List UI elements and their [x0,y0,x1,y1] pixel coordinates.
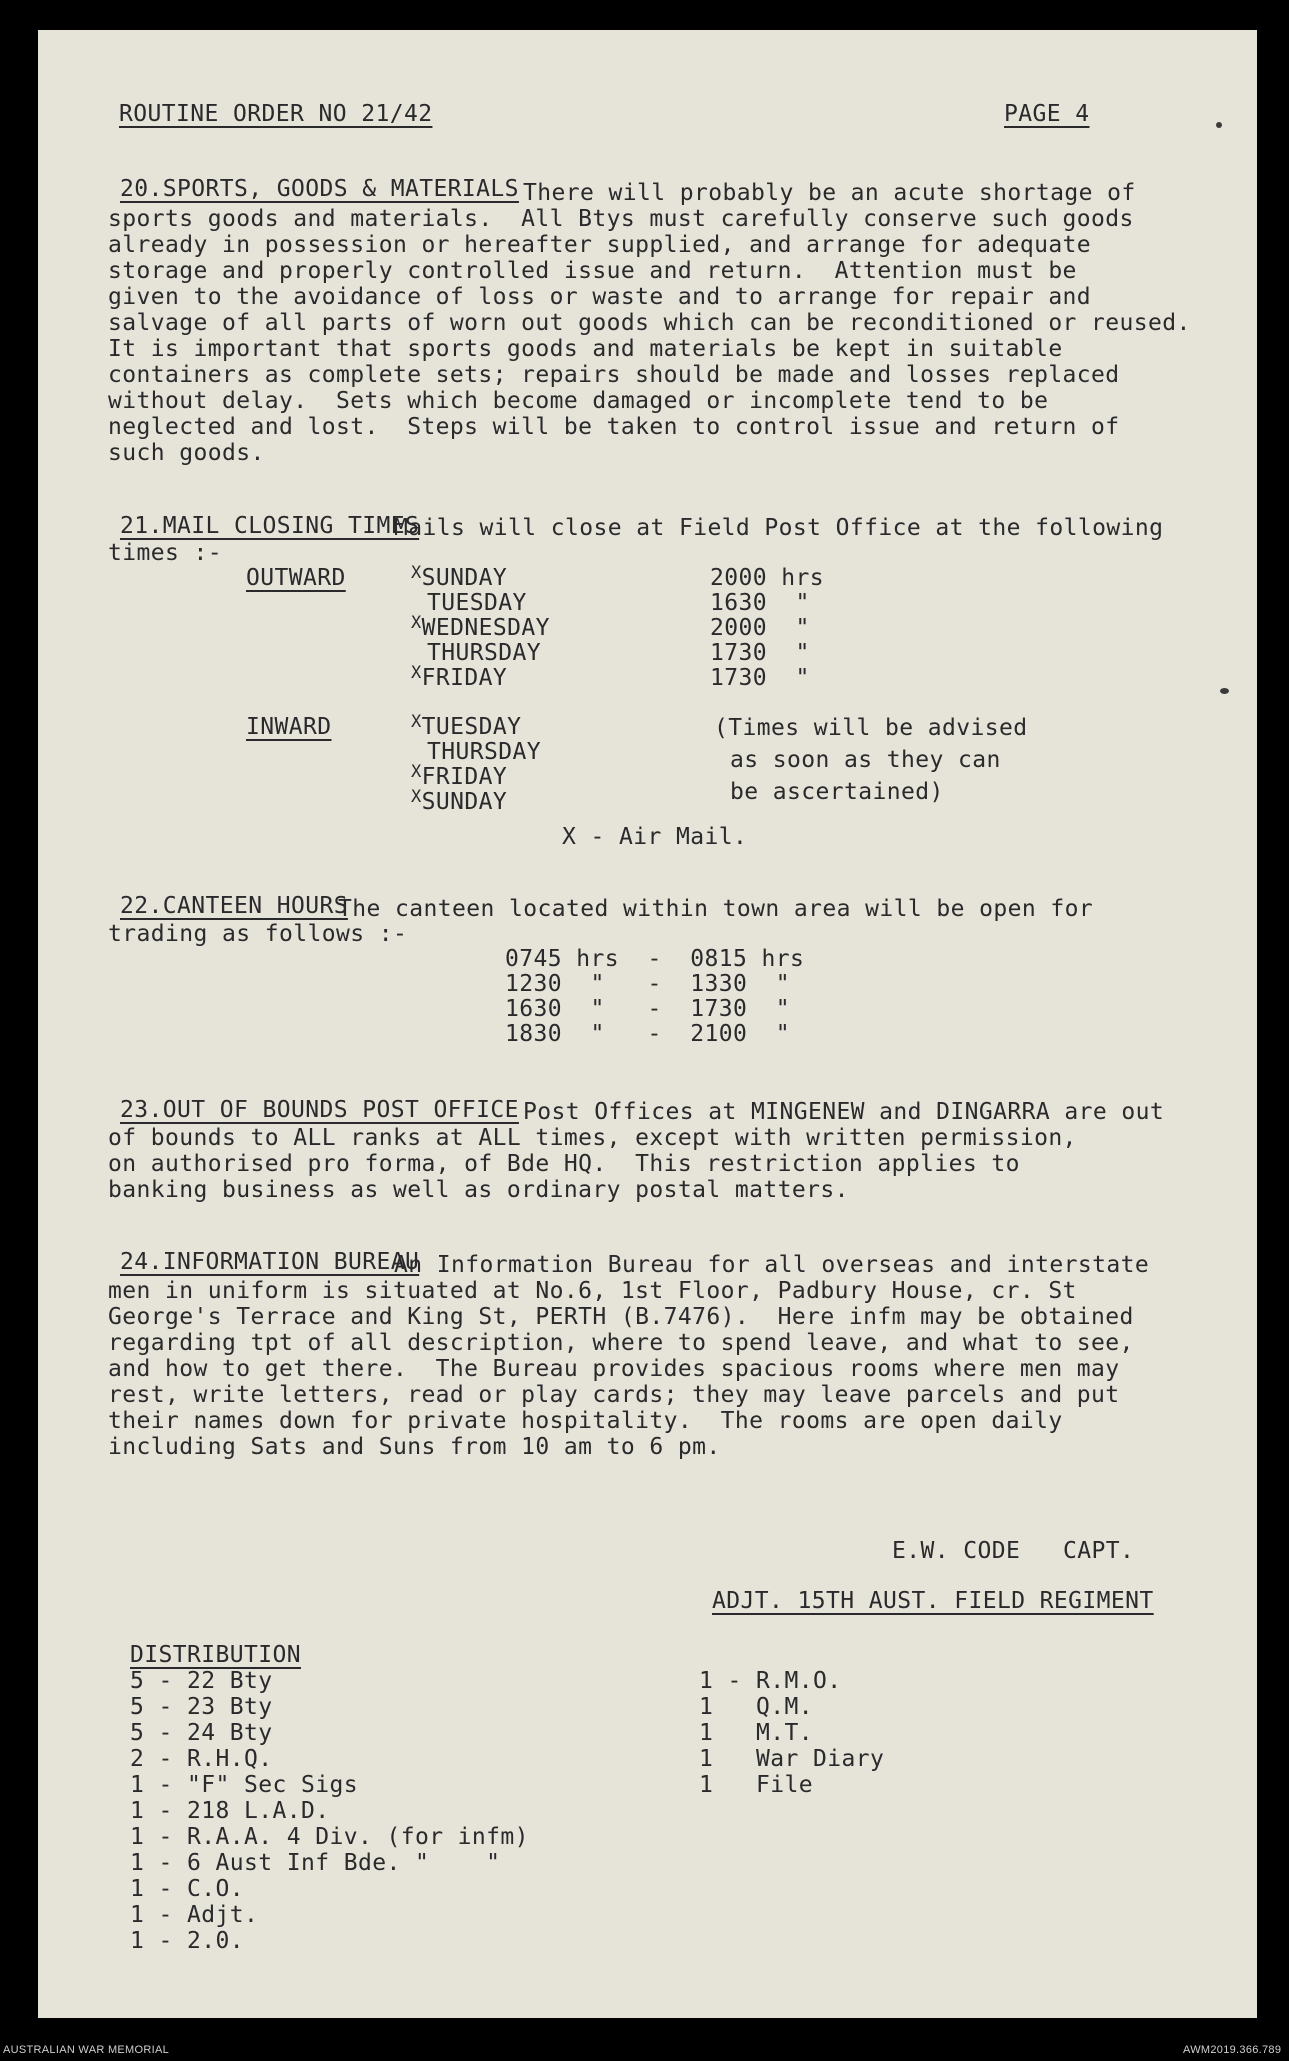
section-24-line: men in uniform is situated at No.6, 1st Floor, Padbury House, cr. St [108,1278,1077,1304]
outward-day: $^X$FRIDAY [411,663,508,691]
inward-day: THURSDAY [427,739,541,765]
section-20-line: storage and properly controlled issue and return. Attention must be [108,258,1077,284]
inward-note: (Times will be advised [714,715,1028,741]
section-20-line: containers as complete sets; repairs should be made and losses replaced [108,362,1120,388]
distribution-heading: DISTRIBUTION [130,1642,301,1668]
distribution-item: 1 Q.M. [699,1694,813,1720]
section-21-intro: times :- [108,540,222,566]
section-21-intro: Mails will close at Field Post Office at the following [394,515,1164,541]
section-23-heading: 23.OUT OF BOUNDS POST OFFICE [120,1097,519,1123]
outward-day: $^X$SUNDAY [411,563,508,591]
distribution-item: 1 - "F" Sec Sigs [130,1772,358,1798]
distribution-item: 1 - 218 L.A.D. [130,1798,330,1824]
distribution-item: 1 - R.M.O. [699,1668,842,1694]
distribution-item: 5 - 22 Bty [130,1668,273,1694]
distribution-item: 1 File [699,1772,813,1798]
ink-mark [1216,122,1222,128]
routine-order-title: ROUTINE ORDER NO 21/42 [119,101,433,127]
section-21-heading: 21.MAIL CLOSING TIMES [120,513,420,539]
section-24-line: including Sats and Suns from 10 am to 6 pm. [108,1434,721,1460]
outward-time: 1730 " [710,665,810,691]
section-24-line: and how to get there. The Bureau provides spacious rooms where men may [108,1356,1120,1382]
outward-time: 1630 " [710,590,810,616]
section-24-line: regarding tpt of all description, where to spend leave, and what to see, [108,1330,1134,1356]
section-20-line: salvage of all parts of worn out goods which can be reconditioned or reused. [108,310,1191,336]
section-24-line: An Information Bureau for all overseas and interstate [394,1252,1150,1278]
canteen-hours-row: 1830 " - 2100 " [505,1021,790,1047]
outward-day: TUESDAY [427,590,527,616]
outward-label: OUTWARD [246,565,346,591]
section-23-line: banking business as well as ordinary postal matters. [108,1177,849,1203]
section-20-line: There will probably be an acute shortage of [523,180,1136,206]
signature-name: E.W. CODE CAPT. [892,1538,1135,1564]
inward-day: $^X$TUESDAY [411,712,522,740]
outward-day: THURSDAY [427,640,541,666]
section-22-intro: The canteen located within town area will be open for [338,896,1094,922]
section-20-line: It is important that sports goods and materials be kept in suitable [108,336,1063,362]
section-23-line: Post Offices at MINGENEW and DINGARRA are out [523,1099,1165,1125]
distribution-item: 1 War Diary [699,1746,885,1772]
inward-day: $^X$FRIDAY [411,762,508,790]
canteen-hours-row: 1630 " - 1730 " [505,996,790,1022]
section-20-line: given to the avoidance of loss or waste and to arrange for repair and [108,284,1092,310]
distribution-item: 1 - 2.0. [130,1928,244,1954]
page-number: PAGE 4 [1004,101,1090,127]
distribution-item: 1 - 6 Aust Inf Bde. " " [130,1850,501,1876]
signature-title: ADJT. 15TH AUST. FIELD REGIMENT [712,1588,1154,1614]
section-20-line: without delay. Sets which become damaged or incomplete tend to be [108,388,1049,414]
distribution-item: 5 - 24 Bty [130,1720,273,1746]
section-24-line: George's Terrace and King St, PERTH (B.7476). Here infm may be obtained [108,1304,1134,1330]
section-20-line: already in possession or hereafter supplied, and arrange for adequate [108,232,1092,258]
outward-time: 2000 " [710,615,810,641]
distribution-item: 2 - R.H.Q. [130,1746,273,1772]
inward-note: as soon as they can [730,747,1001,773]
distribution-item: 1 - R.A.A. 4 Div. (for infm) [130,1824,529,1850]
canteen-hours-row: 1230 " - 1330 " [505,971,790,997]
section-23-line: of bounds to ALL ranks at ALL times, except with written permission, [108,1125,1077,1151]
section-24-heading: 24.INFORMATION BUREAU [120,1249,420,1275]
section-20-heading: 20.SPORTS, GOODS & MATERIALS [120,176,519,202]
inward-note: be ascertained) [730,779,944,805]
section-20-line: sports goods and materials. All Btys must carefully conserve such goods [108,206,1134,232]
outward-time: 1730 " [710,640,810,666]
distribution-item: 5 - 23 Bty [130,1694,273,1720]
distribution-item: 1 M.T. [699,1720,813,1746]
section-24-line: rest, write letters, read or play cards; they may leave parcels and put [108,1382,1120,1408]
section-22-intro: trading as follows :- [108,921,408,947]
outward-time: 2000 hrs [710,565,824,591]
section-22-heading: 22.CANTEEN HOURS [120,893,348,919]
ink-mark [1220,688,1229,694]
section-23-line: on authorised pro forma, of Bde HQ. This restriction applies to [108,1151,1020,1177]
footer-left: AUSTRALIAN WAR MEMORIAL [3,2044,170,2056]
inward-label: INWARD [246,714,332,740]
outward-day: $^X$WEDNESDAY [411,613,550,641]
canteen-hours-row: 0745 hrs - 0815 hrs [505,946,805,972]
section-24-line: their names down for private hospitality. The rooms are open daily [108,1408,1063,1434]
section-20-line: neglected and lost. Steps will be taken to control issue and return of [108,414,1120,440]
document-page [38,30,1257,2018]
inward-day: $^X$SUNDAY [411,787,508,815]
distribution-item: 1 - Adjt. [130,1902,259,1928]
section-20-line: such goods. [108,440,265,466]
distribution-item: 1 - C.O. [130,1876,244,1902]
footer-right: AWM2019.366.789 [1183,2044,1282,2056]
air-mail-legend: X - Air Mail. [562,824,748,850]
